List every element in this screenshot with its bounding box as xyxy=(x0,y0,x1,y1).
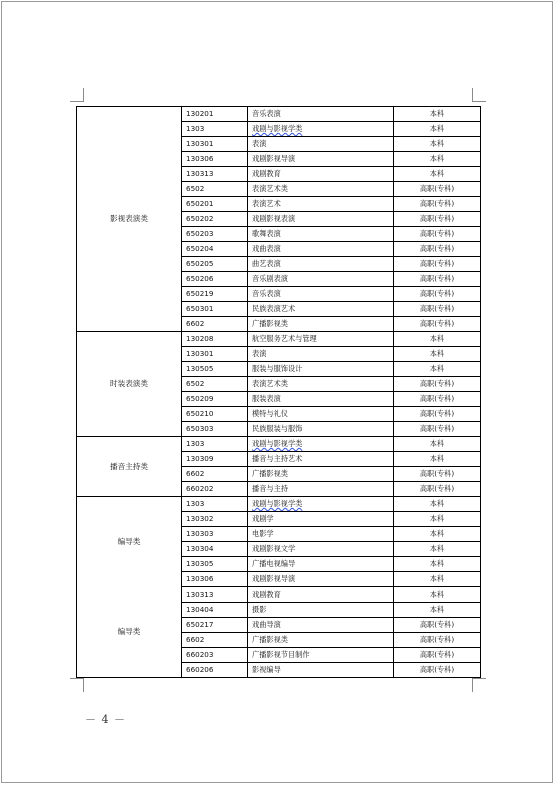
major-code-cell: 130303 xyxy=(182,527,248,542)
category-label: 影视表演类 xyxy=(110,214,148,223)
major-code-cell: 660203 xyxy=(182,647,248,662)
major-code-cell: 130306 xyxy=(182,572,248,587)
major-name-cell: 戏剧教育 xyxy=(248,587,394,602)
major-code-cell: 6602 xyxy=(182,632,248,647)
major-code-cell: 660206 xyxy=(182,662,248,677)
major-code-cell: 130313 xyxy=(182,587,248,602)
education-level-cell: 高职(专科) xyxy=(394,227,481,242)
major-code-cell: 650209 xyxy=(182,392,248,407)
major-name-cell: 表演 xyxy=(248,137,394,152)
major-code-cell: 650303 xyxy=(182,422,248,437)
major-code-cell: 650301 xyxy=(182,302,248,317)
education-level-cell: 高职(专科) xyxy=(394,272,481,287)
major-name-cell: 戏剧影视导演 xyxy=(248,152,394,167)
major-name-cell: 电影学 xyxy=(248,527,394,542)
major-name-cell: 表演 xyxy=(248,347,394,362)
major-code-cell: 130306 xyxy=(182,152,248,167)
major-name-cell: 摄影 xyxy=(248,602,394,617)
education-level-cell: 高职(专科) xyxy=(394,377,481,392)
major-name-cell: 播音与主持 xyxy=(248,482,394,497)
major-name-cell: 戏剧与影视学类 xyxy=(248,497,394,512)
major-name-cell: 航空服务艺术与管理 xyxy=(248,332,394,347)
education-level-cell: 本科 xyxy=(394,362,481,377)
major-code-cell: 130208 xyxy=(182,332,248,347)
major-name-cell: 音乐表演 xyxy=(248,107,394,122)
major-name-cell: 音乐剧表演 xyxy=(248,272,394,287)
major-name-cell: 戏剧学 xyxy=(248,512,394,527)
major-name-cell: 广播影视类 xyxy=(248,467,394,482)
major-table xyxy=(76,106,481,678)
major-name-cell: 广播电视编导 xyxy=(248,557,394,572)
education-level-cell: 本科 xyxy=(394,437,481,452)
major-name-cell: 广播影视类 xyxy=(248,632,394,647)
major-code-cell: 6502 xyxy=(182,182,248,197)
major-code-cell: 130302 xyxy=(182,512,248,527)
category-cell xyxy=(77,497,182,678)
major-name-cell: 戏剧与影视学类 xyxy=(248,437,394,452)
education-level-cell: 高职(专科) xyxy=(394,392,481,407)
education-level-cell: 本科 xyxy=(394,497,481,512)
major-code-cell: 130304 xyxy=(182,542,248,557)
education-level-cell: 高职(专科) xyxy=(394,422,481,437)
crop-mark-bottom-left-v xyxy=(83,678,84,692)
major-code-cell: 130505 xyxy=(182,362,248,377)
major-code-cell: 650202 xyxy=(182,212,248,227)
major-code-cell: 650210 xyxy=(182,407,248,422)
education-level-cell: 本科 xyxy=(394,332,481,347)
major-code-cell: 130313 xyxy=(182,167,248,182)
major-name-cell: 戏剧影视表演 xyxy=(248,212,394,227)
major-code-cell: 130301 xyxy=(182,347,248,362)
crop-mark-top-left-v xyxy=(83,88,84,102)
education-level-cell: 高职(专科) xyxy=(394,242,481,257)
education-level-cell: 本科 xyxy=(394,452,481,467)
crop-mark-top-right-v xyxy=(472,88,473,102)
table-row xyxy=(77,107,481,122)
education-level-cell: 本科 xyxy=(394,167,481,182)
major-name-cell: 服装与服饰设计 xyxy=(248,362,394,377)
major-name-cell: 戏剧与影视学类 xyxy=(248,122,394,137)
crop-mark-top-right-h xyxy=(472,101,486,102)
crop-mark-bottom-right-h xyxy=(472,678,486,679)
education-level-cell: 高职(专科) xyxy=(394,287,481,302)
category-label: 时装表演类 xyxy=(110,379,148,388)
major-name-cell: 表演艺术类 xyxy=(248,182,394,197)
major-name-cell: 曲艺表演 xyxy=(248,257,394,272)
category-cell xyxy=(77,437,182,497)
major-code-cell: 6602 xyxy=(182,317,248,332)
major-code-cell: 1303 xyxy=(182,437,248,452)
education-level-cell: 高职(专科) xyxy=(394,182,481,197)
education-level-cell: 高职(专科) xyxy=(394,647,481,662)
education-level-cell: 高职(专科) xyxy=(394,212,481,227)
education-level-cell: 高职(专科) xyxy=(394,617,481,632)
major-code-cell: 650205 xyxy=(182,257,248,272)
education-level-cell: 本科 xyxy=(394,557,481,572)
major-code-cell: 6502 xyxy=(182,377,248,392)
major-name-cell: 音乐表演 xyxy=(248,287,394,302)
education-level-cell: 本科 xyxy=(394,107,481,122)
category-cell xyxy=(77,332,182,437)
education-level-cell: 高职(专科) xyxy=(394,662,481,677)
category-label: 播音主持类 xyxy=(110,461,148,471)
table-row xyxy=(77,332,481,347)
major-code-cell: 130301 xyxy=(182,137,248,152)
major-name-cell: 戏剧影视导演 xyxy=(248,572,394,587)
page-number: － 4 － xyxy=(85,713,126,726)
education-level-cell: 高职(专科) xyxy=(394,317,481,332)
education-level-cell: 高职(专科) xyxy=(394,302,481,317)
major-code-cell: 650206 xyxy=(182,272,248,287)
table-row xyxy=(77,437,481,452)
major-code-cell: 6602 xyxy=(182,467,248,482)
education-level-cell: 本科 xyxy=(394,137,481,152)
table-row xyxy=(77,497,481,512)
education-level-cell: 本科 xyxy=(394,512,481,527)
major-name-cell: 广播影视节目制作 xyxy=(248,647,394,662)
major-name-cell: 影视编导 xyxy=(248,662,394,677)
education-level-cell: 高职(专科) xyxy=(394,197,481,212)
major-name-cell: 戏曲导演 xyxy=(248,617,394,632)
education-level-cell: 本科 xyxy=(394,542,481,557)
major-code-cell: 130309 xyxy=(182,452,248,467)
category-cell xyxy=(77,107,182,332)
major-code-cell: 650217 xyxy=(182,617,248,632)
major-code-cell: 650203 xyxy=(182,227,248,242)
major-code-cell: 650219 xyxy=(182,287,248,302)
education-level-cell: 本科 xyxy=(394,572,481,587)
major-name-cell: 表演艺术类 xyxy=(248,377,394,392)
major-code-cell: 650201 xyxy=(182,197,248,212)
education-level-cell: 本科 xyxy=(394,602,481,617)
education-level-cell: 本科 xyxy=(394,527,481,542)
major-name-cell: 民族表演艺术 xyxy=(248,302,394,317)
major-name-cell: 戏剧影视文学 xyxy=(248,542,394,557)
education-level-cell: 本科 xyxy=(394,122,481,137)
crop-mark-top-left-h xyxy=(70,101,84,102)
major-name-cell: 民族服装与服饰 xyxy=(248,422,394,437)
major-name-cell: 广播影视类 xyxy=(248,317,394,332)
major-code-cell: 130305 xyxy=(182,557,248,572)
education-level-cell: 本科 xyxy=(394,587,481,602)
education-level-cell: 高职(专科) xyxy=(394,257,481,272)
major-name-cell: 服装表演 xyxy=(248,392,394,407)
category-label: 编导类 xyxy=(117,537,141,546)
education-level-cell: 本科 xyxy=(394,152,481,167)
major-name-cell: 戏曲表演 xyxy=(248,242,394,257)
major-code-cell: 1303 xyxy=(182,497,248,512)
education-level-cell: 高职(专科) xyxy=(394,482,481,497)
major-name-cell: 歌舞表演 xyxy=(248,227,394,242)
crop-mark-bottom-left-h xyxy=(70,678,84,679)
major-code-cell: 660202 xyxy=(182,482,248,497)
major-code-cell: 130201 xyxy=(182,107,248,122)
major-code-cell: 130404 xyxy=(182,602,248,617)
major-code-cell: 650204 xyxy=(182,242,248,257)
education-level-cell: 高职(专科) xyxy=(394,407,481,422)
major-code-cell: 1303 xyxy=(182,122,248,137)
major-name-cell: 播音与主持艺术 xyxy=(248,452,394,467)
category-label-repeat: 编导类 xyxy=(117,627,141,636)
education-level-cell: 高职(专科) xyxy=(394,467,481,482)
major-name-cell: 模特与礼仪 xyxy=(248,407,394,422)
education-level-cell: 高职(专科) xyxy=(394,632,481,647)
education-level-cell: 本科 xyxy=(394,347,481,362)
crop-mark-bottom-right-v xyxy=(472,678,473,692)
major-name-cell: 表演艺术 xyxy=(248,197,394,212)
major-name-cell: 戏剧教育 xyxy=(248,167,394,182)
